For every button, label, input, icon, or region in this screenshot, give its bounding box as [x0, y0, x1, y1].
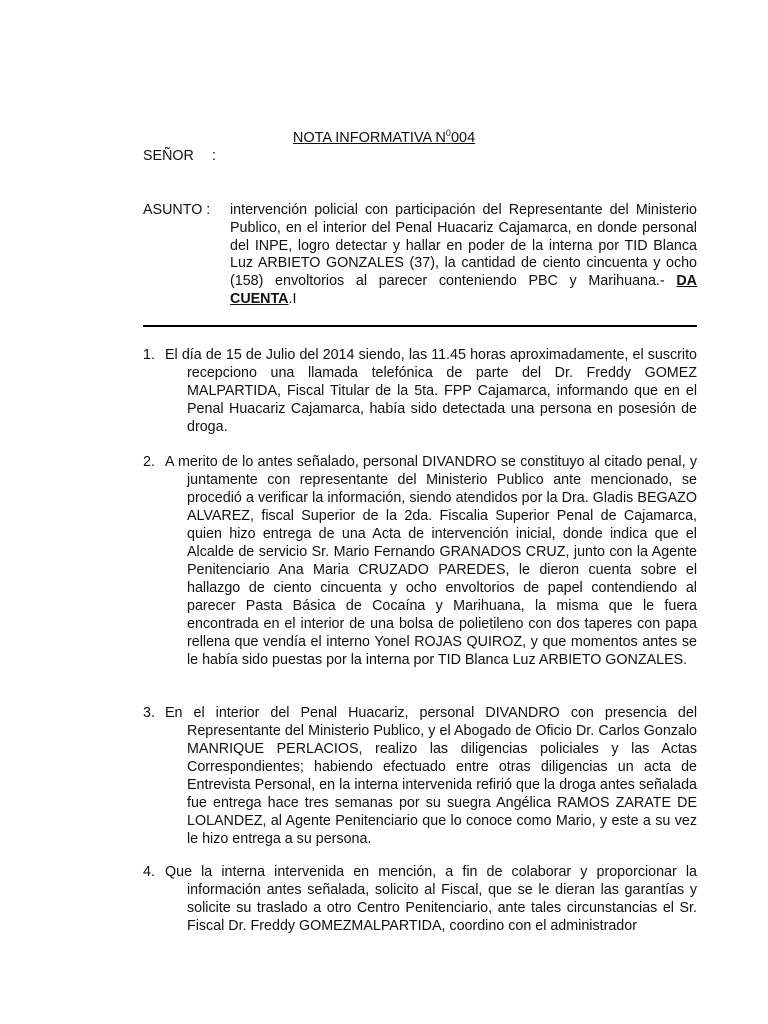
paragraph-text: El día de 15 de Julio del 2014 siendo, las 11.45 horas aproximadamente, el suscrito recepciono una llamada telefónica de parte del Dr. Freddy GOMEZ MALPARTIDA, Fiscal Titular de la 5ta. FPP Cajamarca, informando que en el Penal Huacariz Cajamarca, había sido detectada una persona en posesión de droga.	[165, 347, 697, 435]
paragraph-number: 3.	[143, 705, 155, 721]
paragraph-4	[143, 863, 697, 935]
paragraph-text: En el interior del Penal Huacariz, personal DIVANDRO con presencia del Representante del Ministerio Publico, y el Abogado de Oficio Dr. Carlos Gonzalo MANRIQUE PERLACIOS, realizo las diligencias policiales y las Actas Correspondientes; habiendo efectuado entre otras diligencias un acta de Entrevista Personal, en la interna intervenida refirió que la droga antes señalada fue entrega hace tres semanas por su suegra Angélica RAMOS ZARATE DE LOLANDEZ, al Agente Penitenciario que lo conoce como Mario, y este a su vez le hizo entrega a su persona.	[165, 705, 697, 847]
paragraph-3	[143, 704, 697, 848]
da-cuenta: DA CUENTA	[230, 273, 697, 307]
paragraph-1	[143, 346, 697, 436]
paragraph-text: Que la interna intervenida en mención, a fin de colaborar y proporcionar la información antes señalada, solicito al Fiscal, que se le dieran las garantías y solicite su traslado a otro Centro Penitenciario, ante tales circunstancias el Sr. Fiscal Dr. Freddy GOMEZMALPARTIDA, coordino con el administrador	[165, 864, 697, 934]
paragraph-number: 4.	[143, 864, 155, 880]
paragraph-text: A merito de lo antes señalado, personal DIVANDRO se constituyo al citado penal, y juntamente con representante del Ministerio Publico ante mencionado, se procedió a verificar la información, siendo atendidos por la Dra. Gladis BEGAZO ALVAREZ, fiscal Superior de la 2da. Fiscalia Superior Penal de Cajamarca, quien hizo entrega de una Acta de intervención inicial, donde indica que el Alcalde de servicio Sr. Mario Fernando GRANADOS CRUZ, junto con la Agente Penitenciario Ana Maria CRUZADO PAREDES, le dieron cuenta sobre el hallazgo de ciento cincuenta y ocho envoltorios de papel contendiendo al parecer Pasta Básica de Cocaína y Marihuana, la misma que le fuera encontrada en el interior de una bolsa de polietileno con dos taperes con papa rellena que vendía el interno Yonel ROJAS QUIROZ, y que momentos antes se le había sido puestas por la interna por TID Blanca Luz ARBIETO GONZALES.	[165, 454, 697, 668]
senor-label: SEÑOR	[143, 148, 194, 164]
document-title: NOTA INFORMATIVA $N^0004$	[292, 128, 476, 146]
paragraph-number: 1.	[143, 347, 155, 363]
title-superscript: 0	[445, 128, 451, 138]
senor-colon: :	[212, 148, 216, 164]
paragraph-2	[143, 453, 697, 669]
asunto-text: intervención policial con participación del Representante del Ministerio Publico, en el interior del Penal Huacariz Cajamarca, en donde personal del INPE, logro detectar y hallar en poder de la interna por TID Blanca Luz ARBIETO GONZALES (37), la cantidad de ciento cincuenta y ocho (158) envoltorios al parecer conteniendo PBC y Marihuana.- DA CUENTA.I	[230, 202, 697, 307]
addressee-line	[143, 148, 216, 164]
paragraph-number: 2.	[143, 454, 155, 470]
asunto-label: ASUNTO :	[143, 202, 211, 218]
horizontal-rule	[143, 325, 697, 327]
